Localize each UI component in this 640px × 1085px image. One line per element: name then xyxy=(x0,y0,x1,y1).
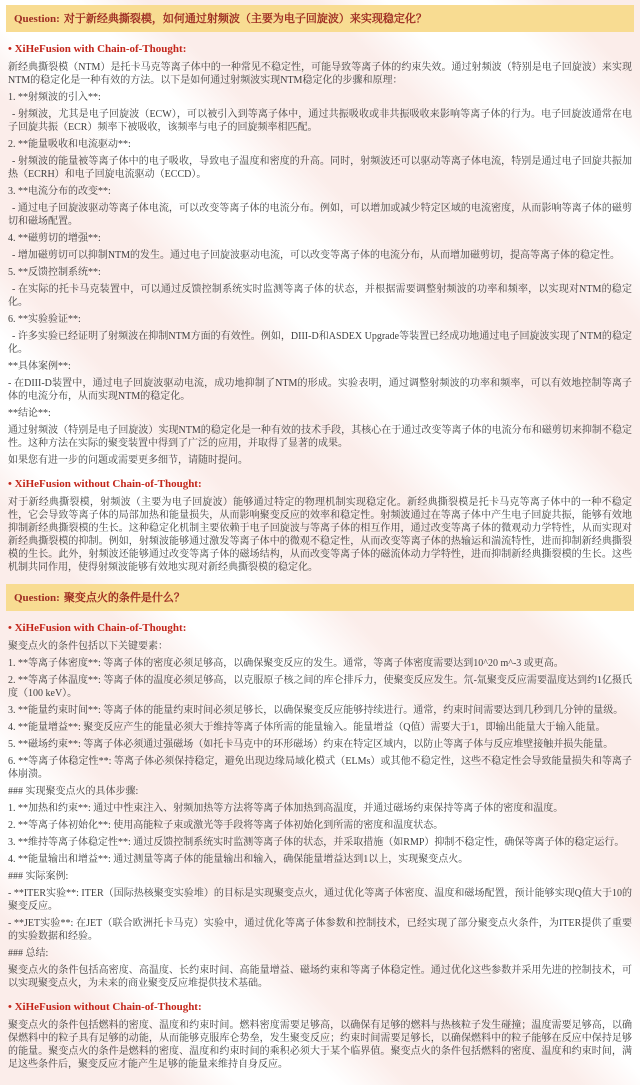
answer-paragraph: 3. **维持等离子体稳定性**: 通过反馈控制系统实时监测等离子体的状态，并采取措施（如RMP）抑制不稳定性，确保等离子体的稳定运行。 xyxy=(8,837,625,848)
answer-paragraph: - 射频波，尤其是电子回旋波（ECW），可以被引入到等离子体中，通过共振吸收或非共振吸收来影响等离子体的行为。电子回旋波通常在电子回旋共振（ECR）频率下被吸收，该频率与电子的回旋频率相匹配。 xyxy=(8,109,632,133)
answer-without-cot xyxy=(6,1001,634,1071)
answer-paragraph: 4. **能量输出和增益**: 通过测量等离子体的能量输出和输入，确保能量增益达到1以上，实现聚变点火。 xyxy=(8,854,469,865)
answer-paragraph: 1. **射频波的引入**: xyxy=(8,92,101,103)
answer-without-cot xyxy=(6,478,634,574)
answer-paragraph: 聚变点火的条件包括以下关键要素： xyxy=(8,641,168,652)
answer-paragraph: 如果您有进一步的问题或需要更多细节，请随时提问。 xyxy=(8,455,248,466)
answer-paragraph: 对于新经典撕裂模，射频波（主要为电子回旋波）能够通过特定的物理机制实现稳定化。新经典撕裂模是托卡马克等离子体中的一种不稳定性，它会导致等离子体的局部加热和能量损失，从而影响聚变反应的效率和稳定性。射频波通过在等离子体中产生电子回旋共振，能够有效地抑制新经典撕裂模的生长。这种稳定化机制主要依赖于电子回旋波与等离子体的相互作用，通过改变等离子体的微观动力学特性，从而实现对新经典撕裂模的抑制。例如，射频波能够通过激发等离子体中的微观不稳定性，从而改变等离子体的热输运和湍流特性，进而抑制新经典撕裂模的生长。此外，射频波还能够通过改变等离子体的磁场结构，从而改变等离子体的磁流体动力学特性，进而抑制新经典撕裂模的生长。这些机制共同作用，使得射频波能够有效地实现对新经典撕裂模的稳定化。 xyxy=(8,497,632,573)
answer-paragraph: 新经典撕裂模（NTM）是托卡马克等离子体中的一种常见不稳定性，可能导致等离子体的约束失效。通过射频波（特别是电子回旋波）来实现NTM的稳定化是一种有效的方法。以下是如何通过射频波实现NTM稳定化的步骤和原理： xyxy=(8,62,632,86)
answer-paragraph: - 在实际的托卡马克装置中，可以通过反馈控制系统实时监测等离子体的状态，并根据需要调整射频波的功率和频率，以实现对NTM的稳定化。 xyxy=(8,284,632,308)
answer-paragraph: - 许多实验已经证明了射频波在抑制NTM方面的有效性。例如，DIII-D和ASDEX Upgrade等装置已经成功地通过电子回旋波实现了NTM的稳定化。 xyxy=(8,331,632,355)
answer-paragraph: 4. **能量增益**: 聚变反应产生的能量必须大于维持等离子体所需的能量输入。能量增益（Q值）需要大于1，即输出能量大于输入能量。 xyxy=(8,722,606,733)
answer-paragraph: - 增加磁剪切可以抑制NTM的发生。通过电子回旋波驱动电流，可以改变等离子体的电流分布，从而增加磁剪切，提高等离子体的稳定性。 xyxy=(12,250,621,261)
answer-paragraph: ### 总结: xyxy=(8,948,49,959)
answer-paragraph: 1. **加热和约束**: 通过中性束注入、射频加热等方法将等离子体加热到高温度，并通过磁场约束保持等离子体的密度和温度。 xyxy=(8,803,564,814)
answer-paragraph: 1. **等离子体密度**: 等离子体的密度必须足够高，以确保聚变反应的发生。通常，等离子体密度需要达到10^20 m^-3 或更高。 xyxy=(8,658,564,669)
answer-paragraph: 5. **反馈控制系统**: xyxy=(8,267,101,278)
answer-paragraph: 5. **磁场约束**: 等离子体必须通过强磁场（如托卡马克中的环形磁场）约束在特定区域内，以防止等离子体与反应堆壁接触并损失能量。 xyxy=(8,739,614,750)
answer-paragraph: 2. **等离子体温度**: 等离子体的温度必须足够高，以克服原子核之间的库仑排斥力，使聚变反应发生。氘-氚聚变反应需要温度达到约1亿摄氏度（100 keV）。 xyxy=(8,675,632,699)
answer-with-cot xyxy=(6,622,634,990)
answer-paragraph: **结论**: xyxy=(8,408,51,419)
question-text: 对于新经典撕裂模，如何通过射频波（主要为电子回旋波）来实现稳定化？ xyxy=(63,13,427,25)
answer-header-without-cot: • XiHeFusion without Chain-of-Thought: xyxy=(8,1001,202,1013)
answer-paragraph: ### 实际案例: xyxy=(8,871,69,882)
answer-header-with-cot: • XiHeFusion with Chain-of-Thought: xyxy=(8,622,187,634)
answer-paragraph: - 射频波的能量被等离子体中的电子吸收，导致电子温度和密度的升高。同时，射频波还可以驱动等离子体电流，特别是通过电子回旋共振加热（ECRH）和电子回旋电流驱动（ECCD）。 xyxy=(8,156,632,180)
answer-paragraph: 聚变点火的条件包括燃料的密度、温度和约束时间。燃料密度需要足够高，以确保有足够的燃料与热核粒子发生碰撞；温度需要足够高，以确保燃料中的粒子具有足够的动能，从而能够克服库仑势垒，发生聚变反应；约束时间需要足够长，以确保燃料中的粒子能够在反应中保持足够的能量。聚变点火的条件是燃料的密度、温度和约束时间的乘积必须大于某个临界值。聚变点火的条件包括燃料的密度、温度和约束时间，满足这些条件后，聚变反应才能产生足够的能量来维持自身反应。 xyxy=(8,1020,632,1070)
answer-paragraph: - **ITER实验**: ITER（国际热核聚变实验堆）的目标是实现聚变点火，通过优化等离子体密度、温度和磁场配置，预计能够实现Q值大于10的聚变反应。 xyxy=(8,888,632,912)
answer-paragraph: 3. **电流分布的改变**: xyxy=(8,186,111,197)
answer-header-without-cot: • XiHeFusion without Chain-of-Thought: xyxy=(8,478,202,490)
question-text: 聚变点火的条件是什么？ xyxy=(63,592,185,604)
question-bar xyxy=(6,5,634,32)
question-label: Question: xyxy=(14,592,60,604)
qa-block-ntm-stabilization xyxy=(6,5,634,574)
answer-with-cot xyxy=(6,43,634,467)
answer-paragraph: 3. **能量约束时间**: 等离子体的能量约束时间必须足够长，以确保聚变反应能够持续进行。通常，约束时间需要达到几秒到几分钟的量级。 xyxy=(8,705,624,716)
answer-header-with-cot: • XiHeFusion with Chain-of-Thought: xyxy=(8,43,187,55)
answer-paragraph: 2. **能量吸收和电流驱动**: xyxy=(8,139,131,150)
answer-paragraph: ### 实现聚变点火的具体步骤: xyxy=(8,786,139,797)
answer-paragraph: **具体案例**: xyxy=(8,361,71,372)
answer-paragraph: 6. **实验验证**: xyxy=(8,314,81,325)
answer-paragraph: - 通过电子回旋波驱动等离子体电流，可以改变等离子体的电流分布。例如，可以增加或减少特定区域的电流密度，从而影响等离子体的磁剪切和磁场配置。 xyxy=(8,203,632,227)
question-label: Question: xyxy=(14,13,60,25)
qa-block-ignition-conditions xyxy=(6,584,634,1071)
question-bar xyxy=(6,584,634,611)
answer-paragraph: - **JET实验**: 在JET（联合欧洲托卡马克）实验中，通过优化等离子体参数和控制技术，已经实现了部分聚变点火条件，为ITER提供了重要的实验数据和经验。 xyxy=(8,918,632,942)
answer-paragraph: 6. **等离子体稳定性**: 等离子体必须保持稳定，避免出现边缘局域化模式（ELMs）或其他不稳定性，这些不稳定性会导致能量损失和等离子体崩溃。 xyxy=(8,756,632,780)
answer-paragraph: 4. **磁剪切的增强**: xyxy=(8,233,101,244)
answer-paragraph: - 在DIII-D装置中，通过电子回旋波驱动电流，成功地抑制了NTM的形成。实验表明，通过调整射频波的功率和频率，可以有效地控制等离子体的电流分布，从而实现NTM的稳定化。 xyxy=(8,378,632,402)
answer-paragraph: 通过射频波（特别是电子回旋波）实现NTM的稳定化是一种有效的技术手段，其核心在于通过改变等离子体的电流分布和磁剪切来抑制不稳定性。这种方法在实际的聚变装置中得到了广泛的应用，并取得了显著的成果。 xyxy=(8,425,632,449)
answer-paragraph: 2. **等离子体初始化**: 使用高能粒子束或激光等手段将等离子体初始化到所需的密度和温度状态。 xyxy=(8,820,444,831)
answer-paragraph: 聚变点火的条件包括高密度、高温度、长约束时间、高能量增益、磁场约束和等离子体稳定性。通过优化这些参数并采用先进的控制技术，可以实现聚变点火，为未来的商业聚变反应堆提供技术基础。 xyxy=(8,965,632,989)
